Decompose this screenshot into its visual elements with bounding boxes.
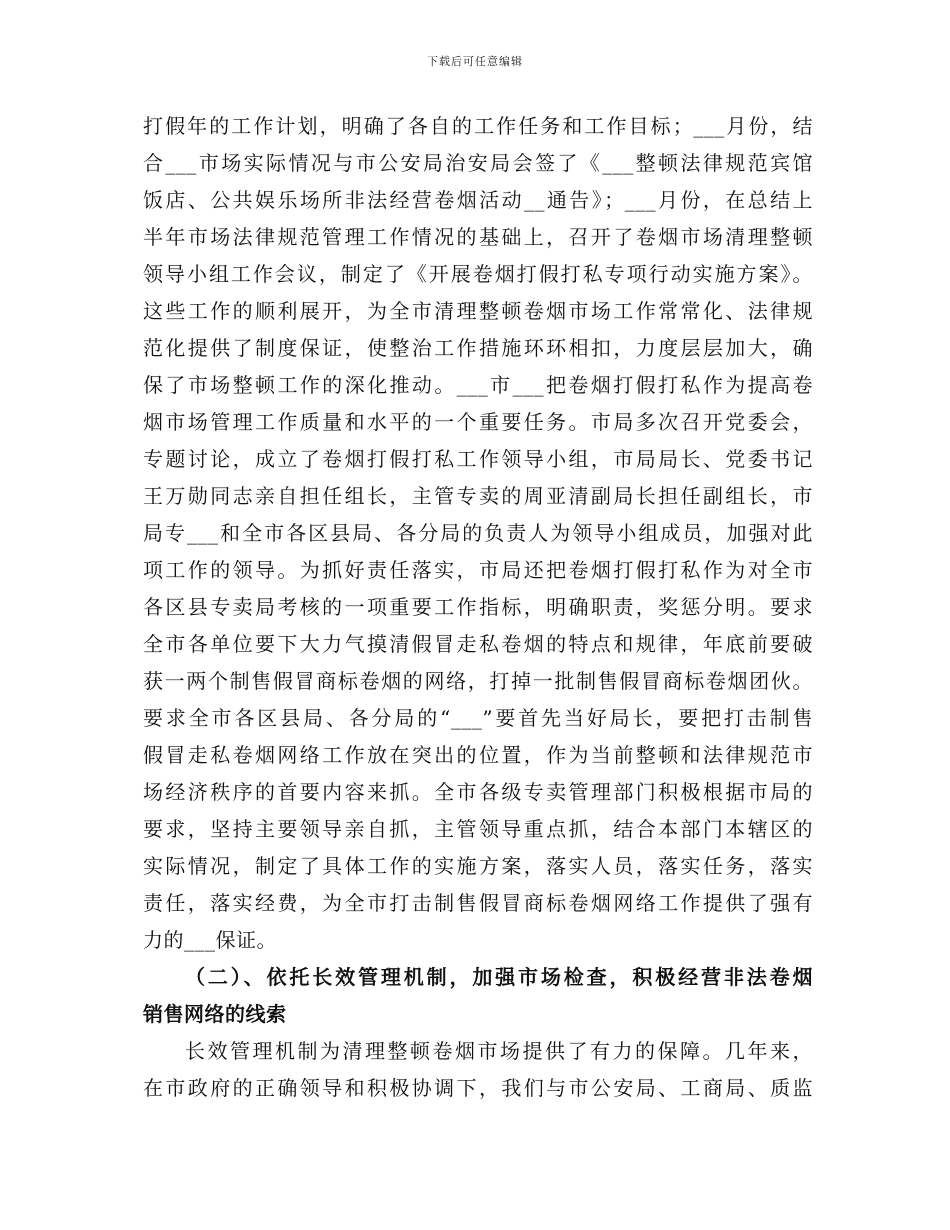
- body-line: 长效管理机制为清理整顿卷烟市场提供了有力的保障。几年来，: [185, 1039, 813, 1063]
- body-line: 在市政府的正确领导和积极协调下，我们与市公安局、工商局、质监: [143, 1076, 813, 1100]
- body-line: 局专___和全市各区县局、各分局的负责人为领导小组成员，加强对此: [143, 521, 813, 545]
- body-line: 半年市场法律规范管理工作情况的基础上，召开了卷烟市场清理整顿: [143, 225, 813, 249]
- body-line: 范化提供了制度保证，使整治工作措施环环相扣，力度层层加大，确: [143, 336, 813, 360]
- body-line: 各区县专卖局考核的一项重要工作指标，明确职责，奖惩分明。要求: [143, 595, 813, 619]
- document-body: [143, 108, 813, 1107]
- body-line: 这些工作的顺利展开，为全市清理整顿卷烟市场工作常常化、法律规: [143, 299, 813, 323]
- body-line: 实际情况，制定了具体工作的实施方案，落实人员，落实任务，落实: [143, 854, 813, 878]
- body-line: 饭店、公共娱乐场所非法经营卷烟活动__通告》；___月份，在总结上: [143, 188, 813, 212]
- body-line: 要求全市各区县局、各分局的“___”要首先当好局长，要把打击制售: [143, 706, 813, 730]
- section-heading: 销售网络的线索: [143, 1002, 287, 1026]
- body-line: 项工作的领导。为抓好责任落实，市局还把卷烟打假打私作为对全市: [143, 558, 813, 582]
- body-line: 烟市场管理工作质量和水平的一个重要任务。市局多次召开党委会，: [143, 410, 813, 434]
- body-line: 假冒走私卷烟网络工作放在突出的位置，作为当前整顿和法律规范市: [143, 743, 813, 767]
- section-heading: （二）、依托长效管理机制，加强市场检查，积极经营非法卷烟: [185, 965, 813, 989]
- body-line: 力的___保证。: [143, 928, 277, 952]
- body-line: 王万勋同志亲自担任组长，主管专卖的周亚清副局长担任副组长，市: [143, 484, 813, 508]
- body-line: 场经济秩序的首要内容来抓。全市各级专卖管理部门积极根据市局的: [143, 780, 813, 804]
- page-header: 下载后可任意编辑: [427, 55, 523, 68]
- body-line: 专题讨论，成立了卷烟打假打私工作领导小组，市局局长、党委书记: [143, 447, 813, 471]
- body-line: 获一两个制售假冒商标卷烟的网络，打掉一批制售假冒商标卷烟团伙。: [143, 669, 813, 693]
- body-line: 保了市场整顿工作的深化推动。___市___把卷烟打假打私作为提高卷: [143, 373, 813, 397]
- body-line: 领导小组工作会议，制定了《开展卷烟打假打私专项行动实施方案》。: [143, 262, 813, 286]
- body-line: 要求，坚持主要领导亲自抓，主管领导重点抓，结合本部门本辖区的: [143, 817, 813, 841]
- body-line: 打假年的工作计划，明确了各自的工作任务和工作目标；___月份，结: [143, 114, 813, 138]
- body-line: 责任，落实经费，为全市打击制售假冒商标卷烟网络工作提供了强有: [143, 891, 813, 915]
- body-line: 全市各单位要下大力气摸清假冒走私卷烟的特点和规律，年底前要破: [143, 632, 813, 656]
- body-line: 合___市场实际情况与市公安局治安局会签了《___整顿法律规范宾馆: [143, 151, 813, 175]
